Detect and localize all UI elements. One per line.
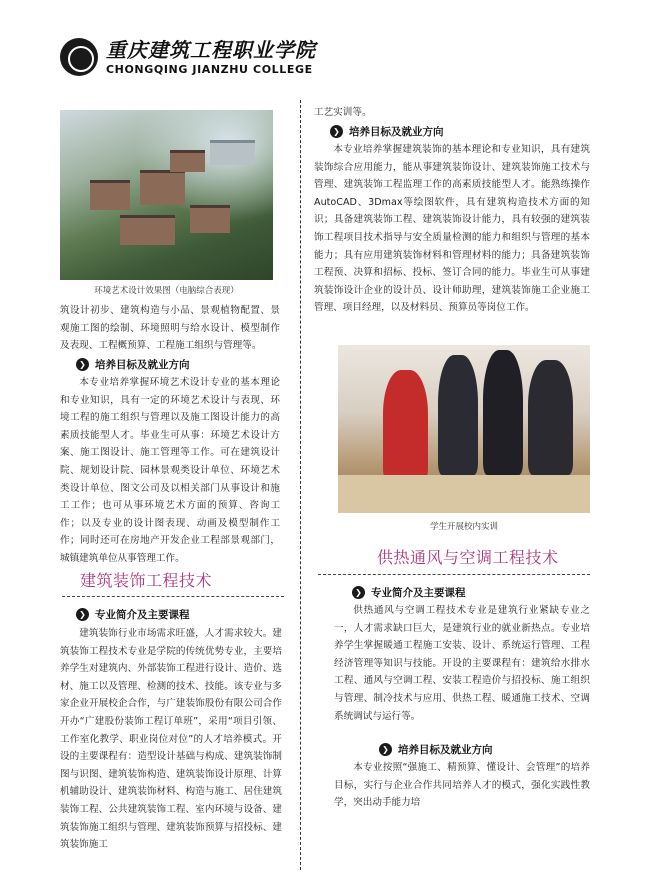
student-training-photo [338,345,590,513]
subheading [379,742,493,757]
dashed-divider [318,574,590,575]
college-name-en: CHONGQING JIANZHU COLLEGE [106,62,313,76]
subheading [330,124,444,139]
body-paragraph: 本专业培养掌握建筑装饰的基本理论和专业知识，具有建筑装饰综合应用能力，能从事建筑装饰设计、建筑装饰施工技术与管理、建筑装饰工程监理工作的高素质技能型人才。能熟练操作AutoCAD、3Dmax等绘图软件，具有建筑构造技术方面的知识；具备建筑装饰工程、建筑装饰设计能力，具有较强的建筑装饰工程项目技术指导与安全质量检测的能力和组织与管理的基本能力；具有应用建筑装饰材料和管理材料的能力；具备建筑装饰工程预、决算和招标、投标、签订合同的能力。毕业生可从事建筑装饰设计企业的设计员、设计师助理，建筑装饰施工企业施工管理、项目经理，以及材料员、预算员等岗位工作。 [314,144,590,314]
section-title: 建筑装饰工程技术 [80,571,213,590]
arrow-right-circle-icon: ❯ [379,743,392,756]
body-paragraph: 本专业按照“强施工、精预算、懂设计、会管理”的培养目标，实行与企业合作共同培养人才的模式，强化实践性教学，突出动手能力培 [334,762,590,809]
subheading-text: 培养目标及就业方向 [349,126,444,138]
college-logo [60,38,316,76]
arrow-right-circle-icon: ❯ [352,586,365,599]
dashed-divider [62,596,284,597]
subheading [76,607,190,622]
arrow-right-circle-icon: ❯ [330,125,343,138]
subheading [76,357,190,372]
body-paragraph: 本专业培养掌握环境艺术设计专业的基本理论和专业知识，具有一定的环境艺术设计与表现、环境工程的施工组织与管理以及施工图设计能力的高素质技能型人才。毕业生可从事：环境艺术设计方案、施工图设计、施工管理等工作。可在建筑设计院、规划设计院、园林景观类设计单位、环境艺术类设计单位、图文公司及以相关部门从事设计和施工工作；也可从事环境艺术方面的预算、咨询工作；以及专业的设计图表现、动画及模型制作工作；同时还可在房地产开发企业工程部景观部门，城镇建筑单位从事管理工作。 [60,377,280,564]
body-paragraph: 建筑装饰行业市场需求旺盛，人才需求较大。建筑装饰工程技术专业是学院的传统优势专业，主要培养学生对建筑内、外部装饰工程进行设计、造价、选材、施工以及管理、检测的技术、技能。该专业与多家企业开展校企合作，与广建装饰股份有限公司合作开办“广建股份装饰工程订单班”，采用“项目引领、工作室化教学、职业岗位对位”的人才培养模式。开设的主要课程有：造型设计基础与构成、建筑装饰制图与识图、建筑装饰构造、建筑装饰设计原理、计算机辅助设计、建筑装饰材料、构造与施工、居住建筑装饰工程、公共建筑装饰工程、室内环境与设备、建筑装饰施工组织与管理、建筑装饰预算与招投标、建筑装饰施工 [60,628,282,851]
column-divider [300,100,301,870]
section-title: 供热通风与空调工程技术 [377,548,559,567]
subheading [352,585,466,600]
body-paragraph: 筑设计初步、建筑构造与小品、景观植物配置、景观施工图的绘制、环境照明与给水设计、模型制作及表现、工程概预算、工程施工组织与管理等。 [60,305,280,352]
subheading-text: 专业简介及主要课程 [371,587,466,599]
arrow-right-circle-icon: ❯ [76,608,89,621]
subheading-text: 培养目标及就业方向 [95,359,190,371]
subheading-text: 专业简介及主要课程 [95,609,190,621]
arrow-right-circle-icon: ❯ [76,358,89,371]
college-seal-icon [60,38,98,76]
subheading-text: 培养目标及就业方向 [398,744,493,756]
body-paragraph: 供热通风与空调工程技术专业是建筑行业紧缺专业之一，人才需求缺口巨大，是建筑行业的就业新热点。专业培养学生掌握暖通工程施工安装、设计、系统运行管理、工程经济管理等知识与技能。开设的主要课程有：建筑给水排水工程、通风与空调工程、安装工程造价与招投标、施工组织与管理、制冷技术与应用、供热工程、暖通施工技术、空调系统调试与运行等。 [334,605,590,722]
photo-caption: 环境艺术设计效果图（电脑综合表现） [94,286,239,296]
environment-design-render-photo [60,110,273,280]
college-name-cn: 重庆建筑工程职业学院 [106,37,316,62]
photo-caption: 学生开展校内实训 [429,522,498,532]
body-paragraph: 工艺实训等。 [314,107,372,118]
